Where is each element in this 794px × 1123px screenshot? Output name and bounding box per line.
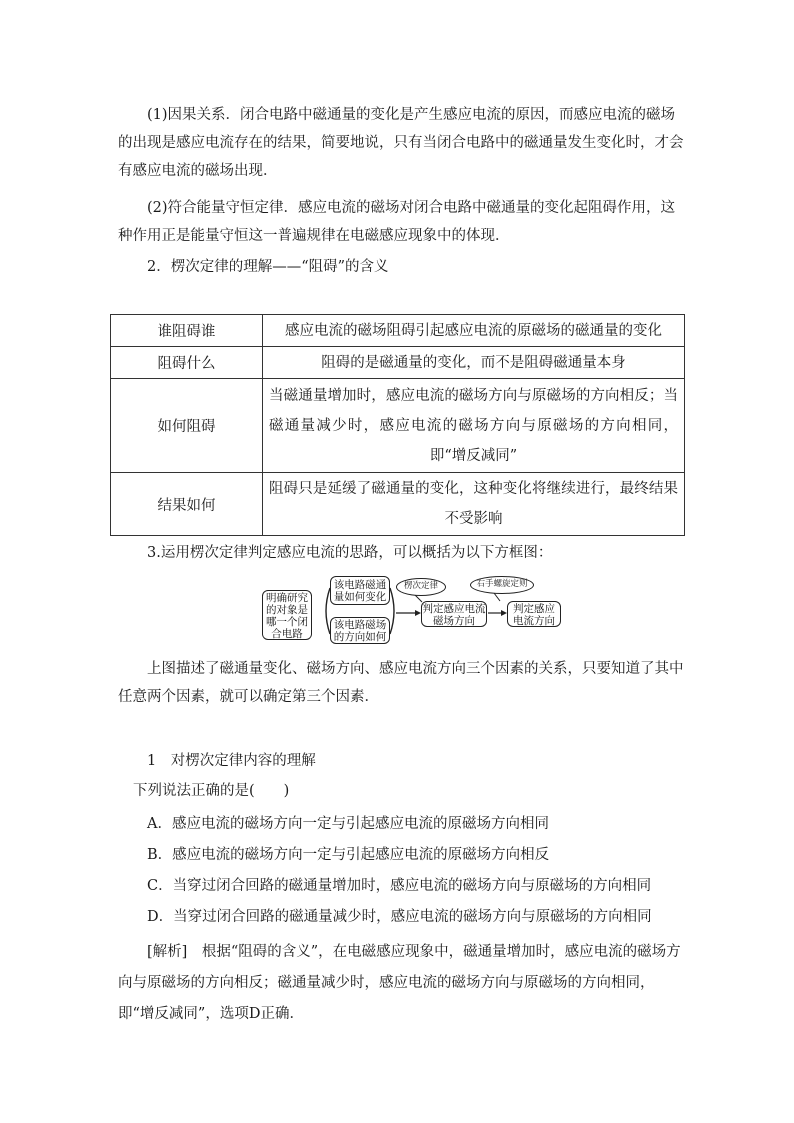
induced-current-box: 判定感应电流方向 <box>507 601 561 627</box>
example-title: 1 对楞次定律内容的理解 <box>147 753 316 769</box>
table-key: 如何阻碍 <box>111 379 263 473</box>
option-c: C．当穿过闭合回路的磁通量增加时，感应电流的磁场方向与原磁场的方向相同 <box>147 878 652 894</box>
table-key: 阻碍什么 <box>111 347 263 379</box>
question-stem: 下列说法正确的是( ) <box>133 783 290 799</box>
table-row <box>111 347 685 379</box>
table-row <box>111 473 685 536</box>
table-key: 结果如何 <box>111 473 263 536</box>
induced-field-box: 判定感应电流磁场方向 <box>422 603 486 627</box>
paragraph-energy: (2)符合能量守恒定律．感应电流的磁场对闭合电路中磁通量的变化起阻碍作用，这种作用正是能量守恒这一普遍规律在电磁感应现象中的体现． <box>118 200 676 244</box>
right-hand-rule-cloud: 右手螺旋定则 <box>470 576 534 594</box>
flowchart <box>262 576 562 646</box>
lenz-law-cloud: 楞次定律 <box>396 578 446 596</box>
option-a: A．感应电流的磁场方向一定与引起感应电流的原磁场方向相同 <box>147 816 549 832</box>
table-row <box>111 315 685 347</box>
option-b: B．感应电流的磁场方向一定与引起感应电流的原磁场方向相反 <box>147 847 550 863</box>
table-value: 感应电流的磁场阻碍引起感应电流的原磁场的磁通量的变化 <box>263 315 685 347</box>
heading-understanding: 2．楞次定律的理解——“阻碍”的含义 <box>147 259 389 275</box>
table-value: 阻碍只是延缓了磁通量的变化，这种变化将继续进行，最终结果不受影响 <box>263 473 685 536</box>
table-value: 阻碍的是磁通量的变化，而不是阻碍磁通量本身 <box>263 347 685 379</box>
paragraph-relationship: 上图描述了磁通量变化、磁场方向、感应电流方向三个因素的关系，只要知道了其中任意两个因素，就可以确定第三个因素． <box>118 661 684 705</box>
analysis-text: [解析] 根据“阻碍的含义”，在电磁感应现象中，磁通量增加时，感应电流的磁场方向与原磁场的方向相反；磁通量减少时，感应电流的磁场方向与原磁场的方向相同，即“增反减同”，选项D正确． <box>118 944 681 1022</box>
table-row <box>111 379 685 473</box>
meaning-table <box>110 314 685 536</box>
heading-flowchart: 3.运用楞次定律判定感应电流的思路，可以概括为以下方框图： <box>147 545 553 561</box>
flux-change-box: 该电路磁通量如何变化 <box>330 576 390 605</box>
option-d: D．当穿过闭合回路的磁通量减少时，感应电流的磁场方向与原磁场的方向相同 <box>147 909 652 925</box>
table-value: 当磁通量增加时，感应电流的磁场方向与原磁场的方向相反；当磁通量减少时，感应电流的磁场方向与原磁场的方向相同，即“增反减同” <box>263 379 685 473</box>
field-direction-box: 该电路磁场的方向如何 <box>330 617 390 644</box>
start-box: 明确研究的对象是哪一个闭合电路 <box>262 590 312 640</box>
table-key: 谁阻碍谁 <box>111 315 263 347</box>
paragraph-causality: (1)因果关系．闭合电路中磁通量的变化是产生感应电流的原因，而感应电流的磁场的出现是感应电流存在的结果，简要地说，只有当闭合电路中的磁通量发生变化时，才会有感应电流的磁场出现． <box>118 107 684 179</box>
